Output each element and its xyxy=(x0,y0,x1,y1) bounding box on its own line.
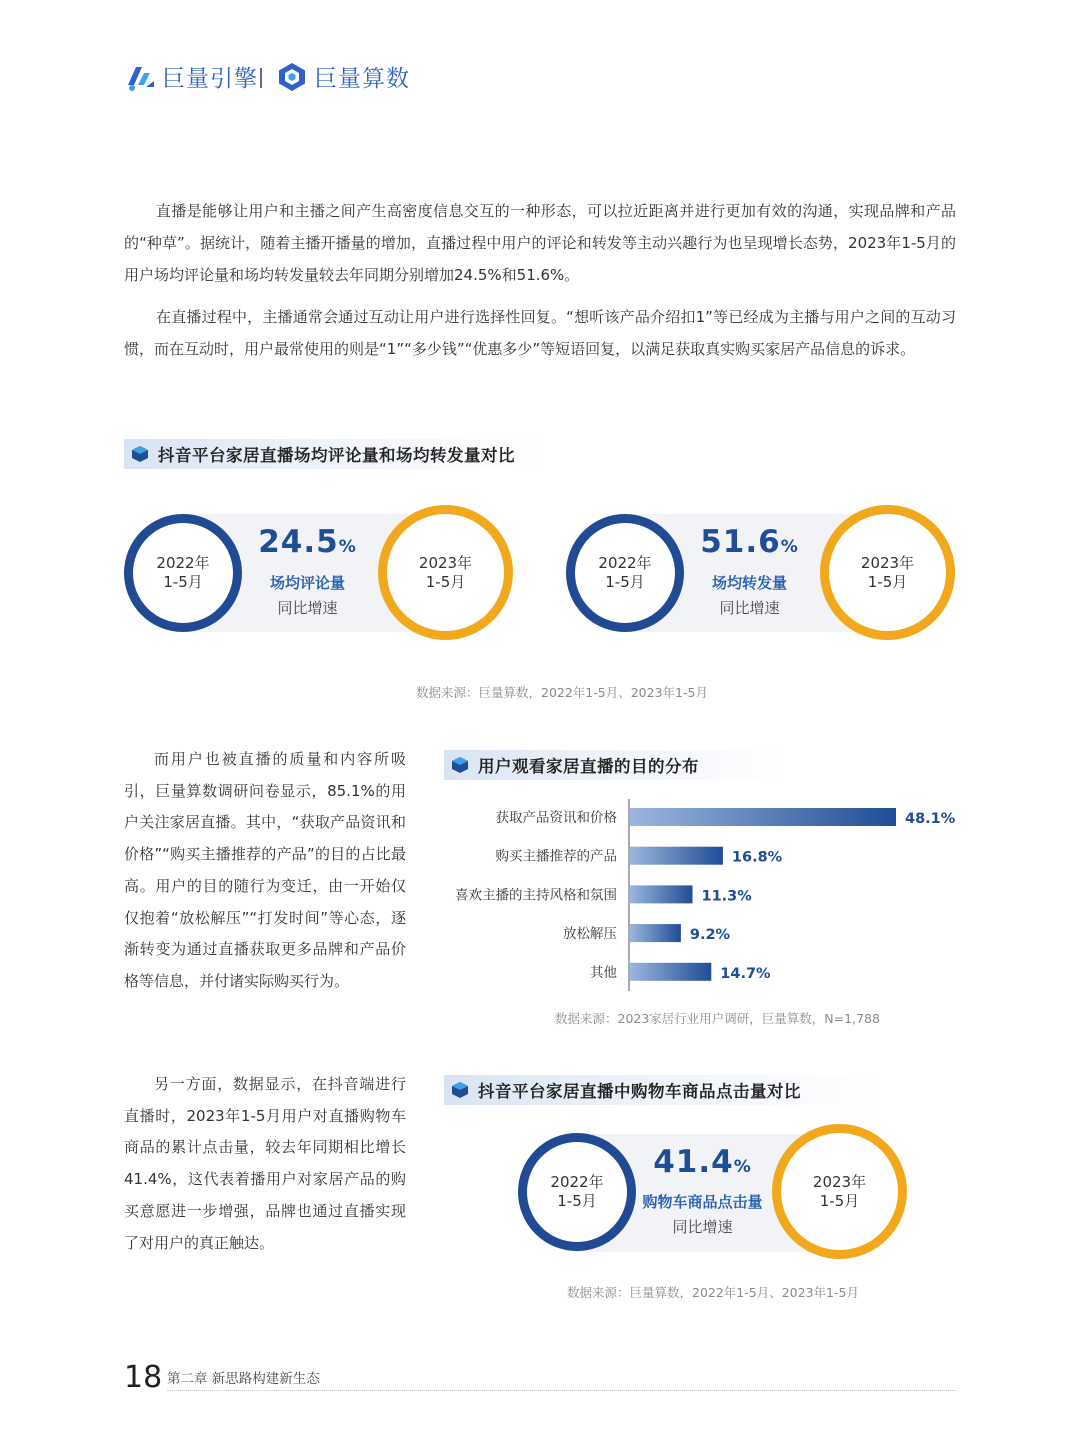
footer-divider xyxy=(167,1390,957,1391)
ring-2022-cart xyxy=(518,1133,636,1251)
bar xyxy=(630,885,692,903)
ring-period: 1-5月 xyxy=(163,573,203,591)
bar xyxy=(630,963,711,981)
stat-metric-cart: 购物车商品点击量 xyxy=(642,1193,763,1211)
section-marker-icon xyxy=(452,1082,468,1098)
ring-2022-comment xyxy=(124,514,242,632)
bar-value-label: 14.7% xyxy=(720,965,771,982)
paragraph-1: 直播是能够让用户和主播之间产生高密度信息交互的一种形态，可以拉近距离并进行更加有效的沟通，实现品牌和产品的“种草”。据统计，随着主播开播量的增加，直播过程中用户的评论和转发等主动兴趣行为也呈现增长态势，2023年1-5月的用户场均评论量和场均转发量较去年同期分别增加24.5%和51.6%。 xyxy=(124,202,956,284)
stat-desc-share: 同比增速 xyxy=(719,599,780,617)
bar xyxy=(630,808,896,826)
section-header-2 xyxy=(444,750,784,780)
ring-year: 2022年 xyxy=(598,554,652,572)
paragraph-2: 在直播过程中，主播通常会通过互动让用户进行选择性回复。“想听该产品介绍扣1”等已经成为主播与用户之间的互动习惯，而在互动时，用户最常使用的则是“1”“多少钱”“优惠多少”等短语回复，以满足获取真实购买家居产品信息的诉求。 xyxy=(124,308,956,358)
juliang-engine-icon xyxy=(124,61,156,93)
bar-category-label: 获取产品资讯和价格 xyxy=(495,810,617,826)
ring-2023-cart xyxy=(772,1124,907,1259)
source-note-1: 数据来源：巨量算数，2022年1-5月、2023年1-5月 xyxy=(416,685,708,700)
ring-2023-comment xyxy=(378,505,513,640)
stat-unit: % xyxy=(338,537,357,557)
ring-period: 1-5月 xyxy=(557,1192,597,1210)
stat-value-comment xyxy=(240,524,375,560)
ring-period: 1-5月 xyxy=(819,1191,860,1210)
ring-year: 2022年 xyxy=(156,554,210,572)
ring-2023-share xyxy=(820,505,955,640)
purpose-bar-chart xyxy=(440,795,970,995)
ring-year: 2023年 xyxy=(418,553,473,572)
bar-category-label: 购买主播推荐的产品 xyxy=(495,848,617,865)
bar-category-label: 其他 xyxy=(590,964,617,981)
ring-2022-share xyxy=(566,514,684,632)
section-title-3: 抖音平台家居直播中购物车商品点击量对比 xyxy=(478,1082,801,1101)
section-title-1: 抖音平台家居直播场均评论量和场均转发量对比 xyxy=(158,446,515,465)
juliang-suanshu-icon xyxy=(276,61,308,93)
brand-name-1: 巨量引擎 xyxy=(162,66,258,92)
brand-logo-juliang-engine xyxy=(124,60,258,93)
ring-year: 2023年 xyxy=(812,1172,867,1191)
section-title-2: 用户观看家居直播的目的分布 xyxy=(478,757,699,776)
stat-desc-comment: 同比增速 xyxy=(277,599,338,617)
stat-value-cart xyxy=(630,1144,775,1180)
brand-name-2: 巨量算数 xyxy=(314,66,410,92)
side-paragraph-2: 另一方面，数据显示，在抖音端进行直播时，2023年1-5月用户对直播购物车商品的累计点击量，较去年同期相比增长41.4%，这代表着播用户对家居产品的购买意愿进一步增强，品牌也通过直播实现了对用户的真正触达。 xyxy=(124,1075,406,1252)
bar xyxy=(630,847,723,865)
stat-number: 24.5 xyxy=(258,524,339,560)
ring-year: 2023年 xyxy=(860,553,915,572)
bar-value-label: 11.3% xyxy=(701,888,752,905)
ring-period: 1-5月 xyxy=(425,572,466,591)
bar-value-label: 16.8% xyxy=(731,849,783,866)
section-header-3 xyxy=(444,1075,884,1105)
chapter-title: 第二章 新思路构建新生态 xyxy=(167,1371,320,1387)
ring-period: 1-5月 xyxy=(605,573,645,591)
stat-desc-cart: 同比增速 xyxy=(672,1218,733,1236)
bar-category-label: 放松解压 xyxy=(563,926,617,943)
ring-year: 2022年 xyxy=(550,1173,604,1191)
bar-value-label: 9.2% xyxy=(689,927,731,944)
stat-metric-comment: 场均评论量 xyxy=(269,574,345,592)
stat-metric-share: 场均转发量 xyxy=(711,574,787,592)
bar-category-label: 喜欢主播的主持风格和氛围 xyxy=(455,887,617,904)
stat-number: 51.6 xyxy=(700,524,781,560)
section-marker-icon xyxy=(452,757,468,773)
bar xyxy=(630,924,681,942)
section-marker-icon xyxy=(132,446,148,462)
side-paragraph-1: 而用户也被直播的质量和内容所吸引，巨量算数调研问卷显示，85.1%的用户关注家居直播。其中，“获取产品资讯和价格”“购买主播推荐的产品”的目的占比最高。用户的目的随行为变迁，由一开始仅仅抱着“放松解压”“打发时间”等心态，逐渐转变为通过直播获取更多品牌和产品价格等信息，并付诸实际购买行为。 xyxy=(124,750,406,990)
ring-period: 1-5月 xyxy=(867,572,908,591)
stat-unit: % xyxy=(733,1157,752,1177)
stat-unit: % xyxy=(780,537,799,557)
bar-value-label: 48.1% xyxy=(905,811,956,827)
stat-value-share xyxy=(682,524,817,560)
source-note-3: 数据来源：巨量算数，2022年1-5月、2023年1-5月 xyxy=(567,1285,859,1300)
brand-separator xyxy=(260,68,262,88)
brand-logo-juliang-suanshu xyxy=(276,60,410,93)
source-note-2: 数据来源：2023家居行业用户调研，巨量算数，N=1,788 xyxy=(555,1011,880,1026)
section-header-1 xyxy=(124,439,544,469)
page-number: 18 xyxy=(124,1360,163,1395)
stat-number: 41.4 xyxy=(653,1144,734,1180)
